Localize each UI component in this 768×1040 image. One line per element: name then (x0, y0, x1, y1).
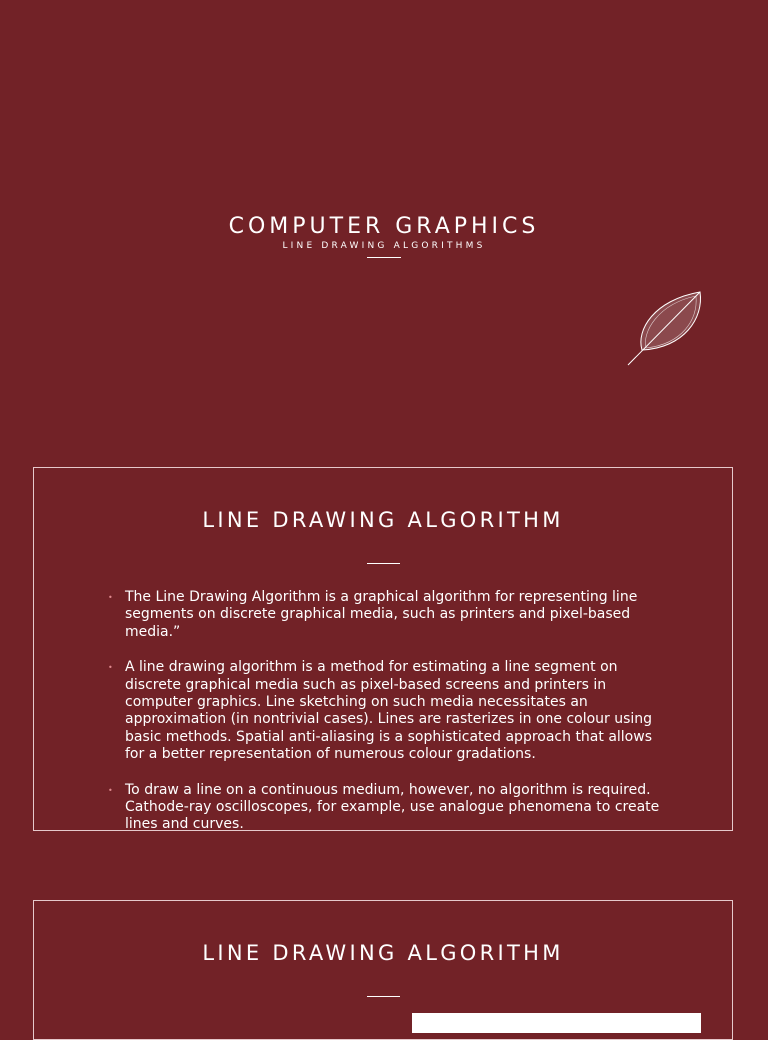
heading-divider (367, 996, 400, 997)
leaf-icon (624, 288, 708, 370)
bullet-icon: • (108, 785, 113, 795)
slide-heading: LINE DRAWING ALGORITHM (202, 941, 564, 965)
slide-heading: LINE DRAWING ALGORITHM (202, 508, 564, 532)
title-slide (0, 0, 768, 430)
content-image-placeholder (412, 1013, 701, 1033)
bullet-icon: • (108, 663, 113, 673)
bullet-text: A line drawing algorithm is a method for estimating a line segment on discrete graphical media such as pixel-based screens and printers in computer graphics. Line sketching on such media necessitates an approximation (in nontrivial cases). Lines are rasterizes in one colour using basic methods. Spatial anti-aliasing is a sophisticated approach that allows for a better representation of numerous colour gradations. (125, 659, 653, 763)
bullet-icon: • (108, 593, 113, 602)
bullet-list (108, 589, 665, 852)
presentation-subtitle: LINE DRAWING ALGORITHMS (282, 241, 486, 251)
heading-divider (367, 563, 400, 564)
list-item (108, 659, 665, 763)
bullet-text: The Line Drawing Algorithm is a graphical algorithm for representing line segments on discrete graphical media, such as printers and pixel-based media.” (125, 589, 638, 640)
bullet-text: To draw a line on a continuous medium, however, no algorithm is required. Cathode-ray oscilloscopes, for example, use analogue phenomena to create lines and curves. (125, 781, 660, 833)
title-divider (367, 257, 401, 258)
presentation-title: COMPUTER GRAPHICS (228, 214, 540, 239)
list-item (108, 781, 665, 834)
list-item (108, 589, 665, 641)
